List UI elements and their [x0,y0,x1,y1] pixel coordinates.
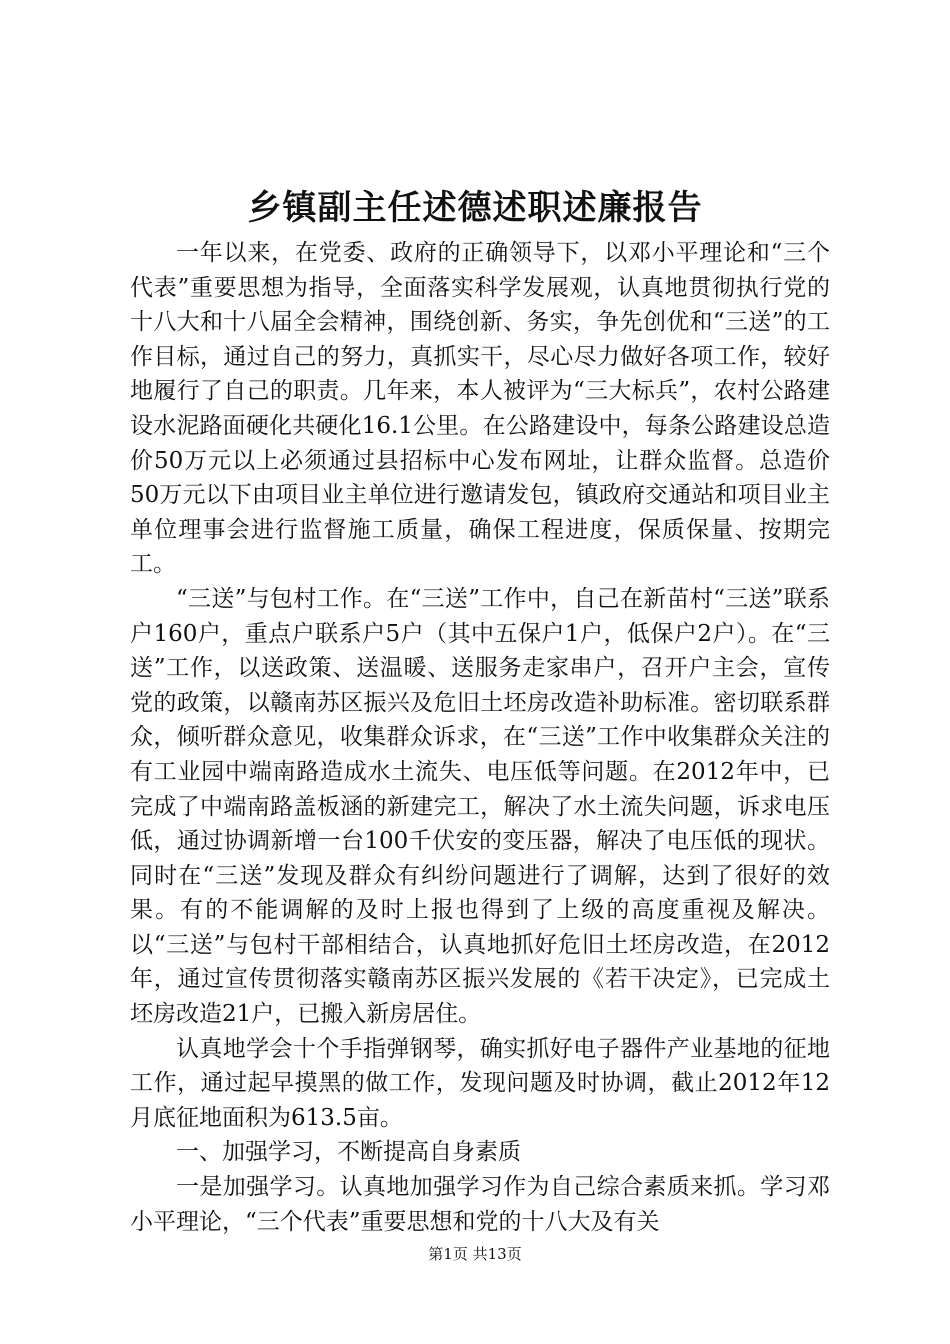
paragraph: 认真地学会十个手指弹钢琴，确实抓好电子器件产业基地的征地工作，通过起早摸黑的做工作，发现问题及时协调，截止2012年12月底征地面积为613.5亩。 [130,1035,830,1131]
page-footer: 第1页 共13页 [428,1245,522,1263]
document-body [130,236,830,1239]
paragraph: 一是加强学习。认真地加强学习作为自己综合素质来抓。学习邓小平理论，“三个代表”重要思想和党的十八大及有关 [130,1174,830,1235]
paragraph: “三送”与包村工作。在“三送”工作中，自己在新苗村“三送”联系户160户，重点户联系户5户（其中五保户1户，低保户2户）。在“三送”工作，以送政策、送温暖、送服务走家串户，召开户主会，宣传党的政策，以赣南苏区振兴及危旧土坯房改造补助标准。密切联系群众，倾听群众意见，收集群众诉求，在“三送”工作中收集群众关注的有工业园中端南路造成水土流失、电压低等问题。在2012年中，已完成了中端南路盖板涵的新建完工，解决了水土流失问题，诉求电压低，通过协调新增一台100千伏安的变压器，解决了电压低的现状。同时在“三送”发现及群众有纠纷问题进行了调解，达到了很好的效果。有的不能调解的及时上报也得到了上级的高度重视及解决。以“三送”与包村干部相结合，认真地抓好危旧土坯房改造，在2012年，通过宣传贯彻落实赣南苏区振兴发展的《若干决定》，已完成土坯房改造21户，已搬入新房居住。 [130,585,830,1028]
document-title: 乡镇副主任述德述职述廉报告 [247,188,703,228]
section-heading: 一、加强学习，不断提高自身素质 [176,1139,521,1166]
paragraph: 一年以来，在党委、政府的正确领导下，以邓小平理论和“三个代表”重要思想为指导，全面落实科学发展观，认真地贯彻执行党的十八大和十八届全会精神，围绕创新、务实，争先创优和“三送”的工作目标，通过自己的努力，真抓实干，尽心尽力做好各项工作，较好地履行了自己的职责。几年来，本人被评为“三大标兵”，农村公路建设水泥路面硬化共硬化16.1公里。在公路建设中，每条公路建设总造价50万元以上必须通过县招标中心发布网址，让群众监督。总造价50万元以下由项目业主单位进行邀请发包，镇政府交通站和项目业主单位理事会进行监督施工质量，确保工程进度，保质保量、按期完工。 [130,240,830,578]
